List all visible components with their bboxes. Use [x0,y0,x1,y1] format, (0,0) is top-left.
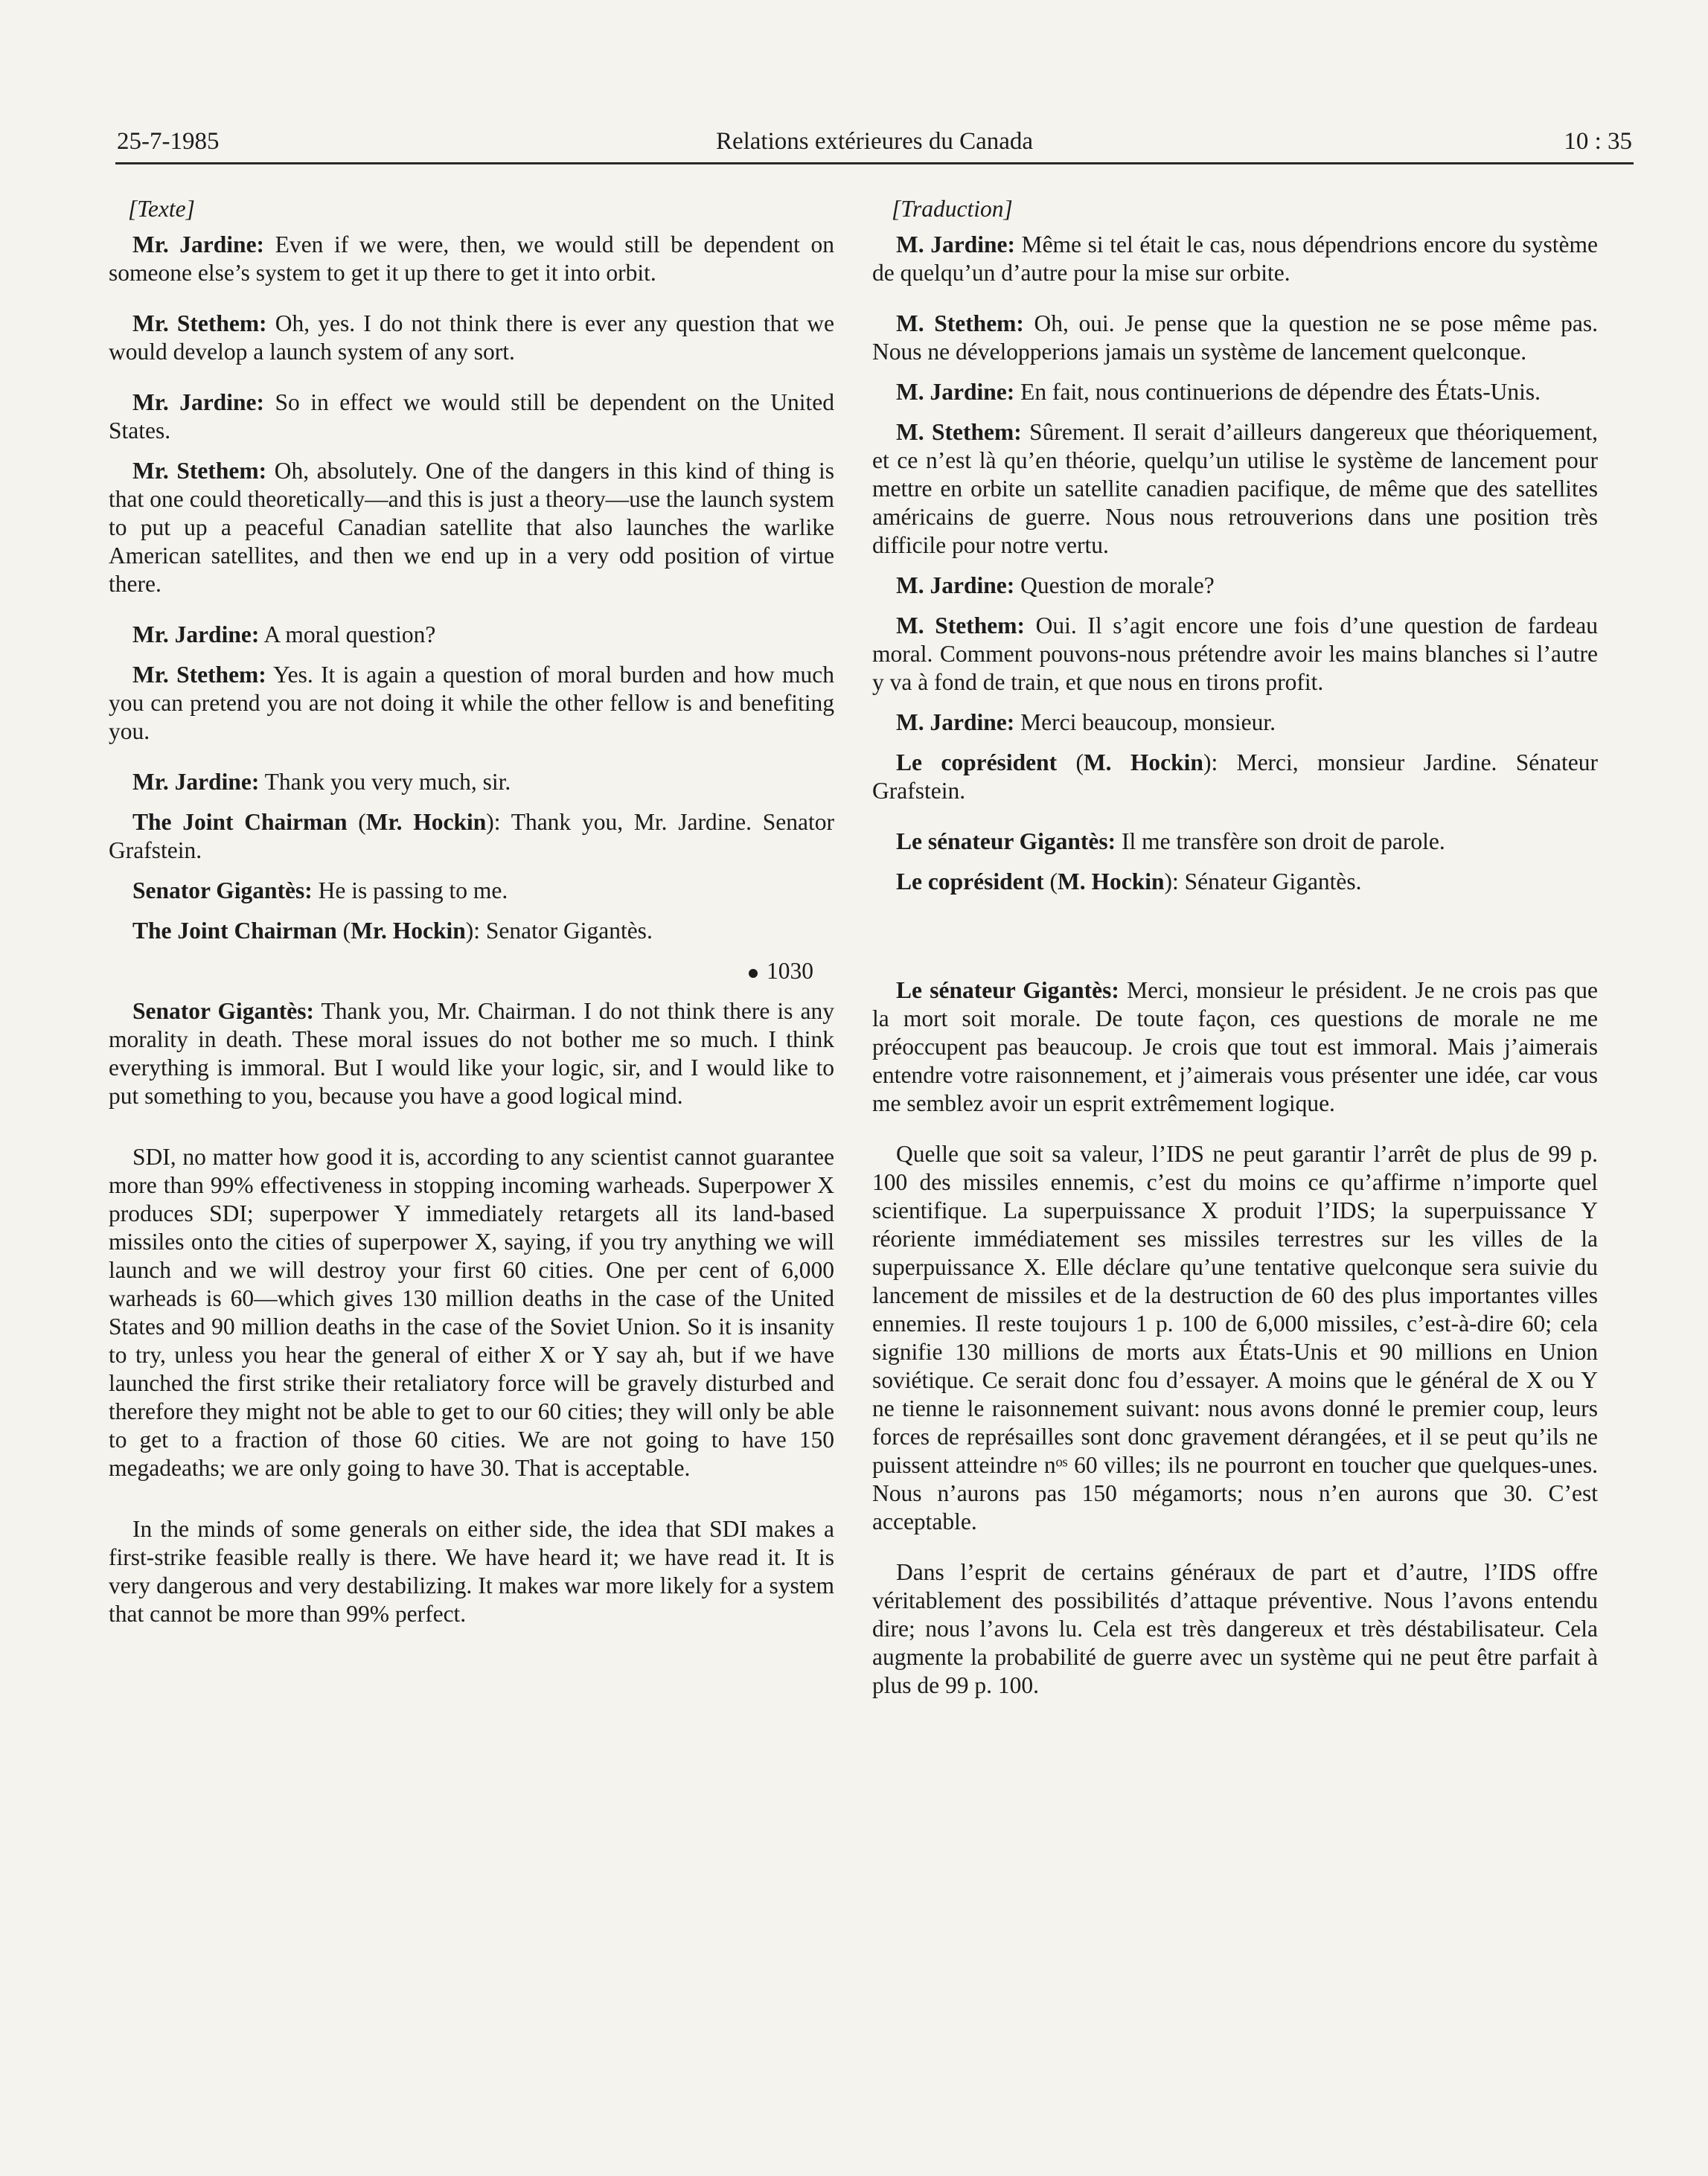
paragraph: M. Stethem: Oui. Il s’agit encore une fois d’une question de fardeau moral. Comment pouvons-nous prétendre avoir les mains blanches si l’autre y va à fond de train, et que nous en tirons profit. [872,612,1598,695]
paragraph: M. Jardine: Question de morale? [896,572,1215,598]
texte-tag: [Texte] [128,196,195,222]
paragraph: Dans l’esprit de certains généraux de part et d’autre, l’IDS offre véritablement des possibilités d’attaque préventive. Nous l’avons entendu dire; nous l’avons lu. Cela est très dangereux et très déstabilisateur. Cela augmente la probabilité de guerre avec un système qui ne peut être parfait à plus de 99 p. 100. [872,1559,1598,1698]
speaker: Mr. Stethem: [132,662,266,688]
running-header [115,125,1634,164]
paragraph: Le sénateur Gigantès: Merci, monsieur le président. Je ne crois pas que la mort soit morale. De toute façon, ces questions de morale ne me préoccupent pas beaucoup. Je crois que tout est immoral. Mais j’aimerais entendre votre raisonnement, et j’aimerais vous présenter une idée, car vous me semblez avoir un esprit extrêmement logique. [872,977,1598,1116]
speaker: M. Jardine: [896,572,1015,598]
bullet-icon [749,969,758,978]
paragraph: The Joint Chairman (Mr. Hockin): Thank you, Mr. Jardine. Senator Grafstein. [109,809,835,863]
speaker: Le coprésident [896,868,1044,895]
paragraph: The Joint Chairman (Mr. Hockin): Senator Gigantès. [132,918,653,944]
speaker: Senator Gigantès: [132,877,313,903]
french-column [872,195,1598,1700]
speaker: Mr. Stethem: [132,310,267,336]
speaker: Senator Gigantès: [132,998,314,1024]
paragraph: In the minds of some generals on either side, the idea that SDI makes a first-strike feasible really is there. We have heard it; we have read it. It is very dangerous and very destabilizing. It makes war more likely for a system that cannot be more than 99% perfect. [109,1516,834,1627]
paragraph: M. Stethem: Oh, oui. Je pense que la question ne se pose même pas. Nous ne développerions jamais un système de lancement quelconque. [872,310,1598,365]
time-marker: 1030 [109,957,834,985]
paragraph: Mr. Stethem: Oh, yes. I do not think there is ever any question that we would develop a launch system of any sort. [109,310,835,365]
header-page-number: 10 : 35 [1564,128,1632,155]
english-column [109,195,834,1628]
paragraph: Mr. Jardine: Thank you very much, sir. [132,769,511,795]
speaker: M. Stethem: [896,310,1024,336]
speaker: M. Jardine: [896,709,1015,735]
speaker: M. Jardine: [896,231,1015,257]
paragraph: Le coprésident (M. Hockin): Sénateur Gigantès. [896,868,1362,895]
speaker: M. Jardine: [896,379,1015,405]
speaker: M. Stethem: [896,419,1022,445]
paragraph: Le sénateur Gigantès: Il me transfère son droit de parole. [896,828,1445,854]
speaker: Mr. Jardine: [132,621,260,647]
speaker: Le sénateur Gigantès: [896,977,1119,1003]
paragraph: SDI, no matter how good it is, according to any scientist cannot guarantee more than 99% effectiveness in stopping incoming warheads. Superpower X produces SDI; superpower Y immediately retargets all its land-based missiles onto the cities of superpower X, saying, if you try anything we will launch and we will destroy your first 60 cities. One per cent of 6,000 warheads is 60—which gives 130 million deaths in the case of the United States and 90 million deaths in the case of the Soviet Union. So it is insanity to try, unless you hear the general of either X or Y say ah, but if we have launched the first strike their retaliatory force will be gravely disturbed and therefore they might not be able to get to our 60 cities; they will only be able to get to a fraction of those 60 cities. We are not going to have 150 megadeaths; we are only going to have 30. That is acceptable. [109,1144,834,1481]
paragraph: Senator Gigantès: Thank you, Mr. Chairman. I do not think there is any morality in death. These moral issues do not bother me so much. I think everything is immoral. But I would like your logic, sir, and I would like to put something to you, because you have a good logical mind. [109,998,834,1109]
speaker: Mr. Jardine: [132,231,265,257]
speaker: Mr. Jardine: [132,389,264,415]
paragraph: Quelle que soit sa valeur, l’IDS ne peut garantir l’arrêt de plus de 99 p. 100 des missiles ennemis, c’est du moins ce qu’affirme n’importe quel scientifique. La superpuissance X produit l’IDS; la superpuissance Y réoriente immédiatement ses missiles terrestres sur les villes de la superpuissance X. Elle déclare qu’une tentative quelconque sera suivie du lancement de missiles et de la destruction de 60 des plus importantes villes ennemies. Il reste toujours 1 p. 100 de 6,000 missiles, c’est-à-dire 60; cela signifie 130 millions de morts aux États-Unis et 90 millions en Union soviétique. Ce serait donc fou d’essayer. A moins que le général de X ou Y ne tienne le raisonnement suivant: nous avons donné le premier coup, leurs forces de représailles sont donc gravement dérangées, et il se peut qu’ils ne puissent atteindre nᵒˢ 60 villes; ils ne pourront en toucher que quelques-unes. Nous n’aurons pas 150 mégamorts; nous n’en aurons que 30. C’est acceptable. [872,1141,1598,1535]
paragraph: Mr. Stethem: Oh, absolutely. One of the dangers in this kind of thing is that one could theoretically—and this is just a theory—use the launch system to put up a peaceful Canadian satellite that also launches the warlike American satellites, and then we end up in a very odd position of virtue there. [109,458,834,597]
paragraph: M. Jardine: En fait, nous continuerions de dépendre des États-Unis. [896,379,1541,405]
speaker: Le coprésident [896,749,1058,775]
paragraph: Mr. Stethem: Yes. It is again a question of moral burden and how much you can pretend you are not doing it while the other fellow is and benefiting you. [109,662,834,744]
speaker: Mr. Jardine: [132,769,260,795]
paragraph: Mr. Jardine: A moral question? [132,621,436,647]
header-title: Relations extérieures du Canada [715,128,1034,155]
paragraph: M. Stethem: Sûrement. Il serait d’ailleurs dangereux que théoriquement, et ce n’est là qu’en théorie, quelqu’un utilise le système de lancement pour mettre en orbite un satellite canadien pacifique, de même que des satellites américains de guerre. Nous nous retrouverions dans une position très difficile pour notre vertu. [872,419,1598,558]
speaker: Le sénateur Gigantès: [896,828,1116,854]
paragraph: Le coprésident (M. Hockin): Merci, monsieur Jardine. Sénateur Grafstein. [872,749,1598,804]
header-date: 25-7-1985 [117,128,220,155]
paragraph: Mr. Jardine: Even if we were, then, we would still be dependent on someone else’s system to get it up there to get it into orbit. [109,231,834,286]
paragraph: M. Jardine: Merci beaucoup, monsieur. [896,709,1276,735]
speaker: M. Stethem: [896,612,1025,639]
speaker: The Joint Chairman [132,809,348,835]
paragraph: Senator Gigantès: He is passing to me. [132,877,508,903]
speaker: Mr. Stethem: [132,458,267,484]
paragraph: M. Jardine: Même si tel était le cas, nous dépendrions encore du système de quelqu’un d’autre pour la mise sur orbite. [872,231,1598,286]
paragraph: Mr. Jardine: So in effect we would still be dependent on the United States. [109,389,835,444]
speaker: The Joint Chairman [132,918,337,944]
traduction-tag: [Traduction] [892,196,1013,222]
